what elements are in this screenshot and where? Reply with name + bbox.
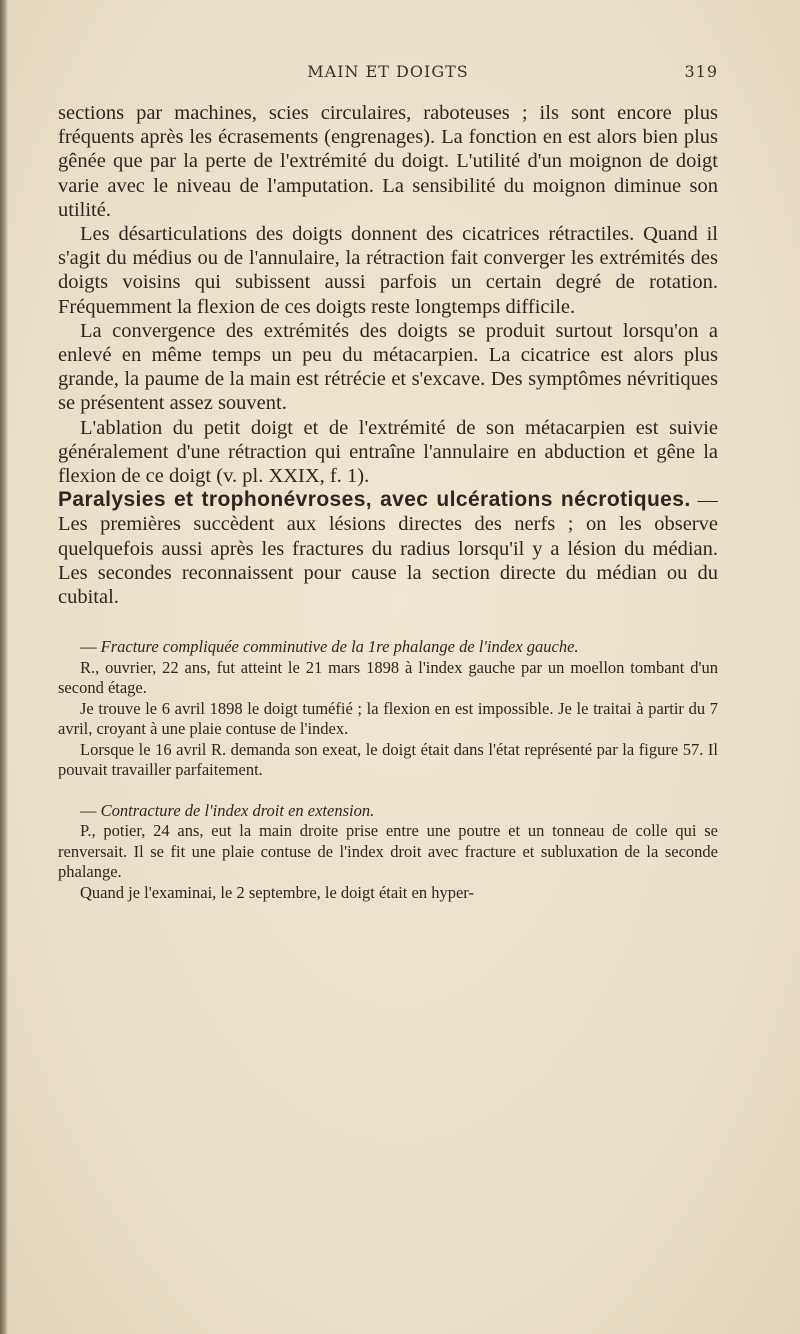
paragraph: sections par machines, scies circulaires, raboteuses ; ils sont encore plus fréquents après les écrasements (engrenages). La fonction en est alors bien plus gênée que par la perte de l'extrémité du doigt. L'utilité d'un moignon de doigt varie avec le niveau de l'amputation. La sensibilité du moignon diminue son utilité. bbox=[58, 102, 718, 221]
case-title bbox=[58, 637, 718, 658]
case-paragraph: Quand je l'examinai, le 2 septembre, le doigt était en hyper- bbox=[80, 882, 474, 902]
section-heading: Paralysies et trophonévroses, avec ulcérations nécrotiques. bbox=[58, 488, 691, 512]
case-dash: — bbox=[80, 800, 101, 820]
case-paragraph: P., potier, 24 ans, eut la main droite prise entre une poutre et un tonneau de colle qui se renversait. Il se fit une plaie contuse de l'index droit avec fracture et subluxation de la seconde phalange. bbox=[58, 821, 718, 882]
case-report bbox=[58, 637, 718, 781]
case-title-text: Fracture compliquée comminutive de la 1re phalange de l'index gauche. bbox=[100, 637, 579, 657]
paragraph: Les désarticulations des doigts donnent des cicatrices rétractiles. Quand il s'agit du médius ou de l'annulaire, la rétraction fait converger les extrémités des doigts voisins qui subissent aussi parfois un certain degré de rotation. Fréquemment la flexion de ces doigts reste longtemps difficile. bbox=[58, 223, 718, 318]
paragraph: La convergence des extrémités des doigts se produit surtout lorsqu'on a enlevé en même temps un peu du métacarpien. La cicatrice est alors plus grande, la paume de la main est rétrécie et s'excave. Des symptômes névritiques se présentent assez souvent. bbox=[58, 319, 718, 415]
case-report bbox=[58, 801, 718, 904]
case-paragraph: Lorsque le 16 avril R. demanda son exeat, le doigt était dans l'état représenté par la figure 57. Il pouvait travailler parfaitement. bbox=[58, 739, 718, 780]
page-body bbox=[58, 101, 718, 923]
case-paragraph: Je trouve le 6 avril 1898 le doigt tuméfié ; la flexion en est impossible. Je le traitai à partir du 7 avril, croyant à une plaie contuse de l'index. bbox=[58, 698, 718, 739]
case-paragraph: R., ouvrier, 22 ans, fut atteint le 21 mars 1898 à l'index gauche par un moellon tombant d'un second étage. bbox=[58, 657, 718, 698]
main-text bbox=[58, 101, 718, 609]
paragraph: L'ablation du petit doigt et de l'extrémité de son métacarpien est suivie généralement d'une rétraction qui entraîne l'annulaire en abduction et gêne la flexion de ce doigt (v. pl. XXIX, f. 1). bbox=[58, 416, 718, 488]
clinical-cases bbox=[58, 637, 718, 903]
case-dash: — bbox=[80, 637, 101, 657]
running-title: MAIN ET DOIGTS bbox=[307, 62, 469, 81]
section-text: — Les premières succèdent aux lésions directes des nerfs ; on les observe quelquefois aussi après les fractures du radius lorsqu'il y a lésion du médian. Les secondes reconnaissent pour cause la section directe du médian ou du cubital. bbox=[58, 489, 719, 609]
case-title bbox=[58, 801, 718, 822]
section-paragraph bbox=[58, 488, 718, 609]
page-number: 319 bbox=[684, 62, 718, 81]
page-header bbox=[58, 62, 718, 86]
case-title-text: Contracture de l'index droit en extension. bbox=[100, 800, 375, 820]
book-spine-shadow bbox=[0, 0, 8, 1334]
